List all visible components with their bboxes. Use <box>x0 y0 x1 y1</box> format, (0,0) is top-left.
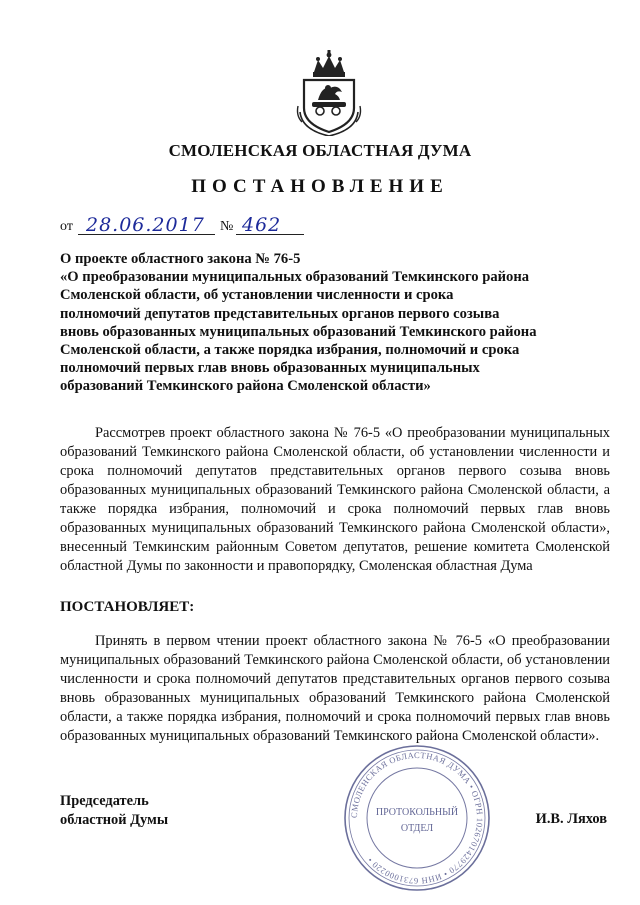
date-from-label: от <box>60 219 73 234</box>
position-line: Председатель <box>60 793 149 809</box>
document-type-heading: ПОСТАНОВЛЕНИЕ <box>191 176 449 197</box>
subject-line: образований Темкинского района Смоленской области» <box>60 378 431 395</box>
stamp-inner-line: ПРОТОКОЛЬНЫЙ <box>375 807 459 818</box>
subject-line: О проекте областного закона № 76-5 <box>60 251 301 267</box>
subject-line: «О преобразовании муниципальных образований Темкинского района <box>60 269 530 286</box>
position-line: областной Думы <box>60 812 169 828</box>
subject-line: Смоленской области, а также порядка избрания, полномочий и срока <box>60 342 520 359</box>
subject-line: полномочий первых глав вновь образованных муниципальных <box>60 360 480 377</box>
handwritten-number: 462 <box>242 214 282 236</box>
number-label: № <box>220 219 234 234</box>
handwritten-date: 28.06.2017 <box>86 214 205 236</box>
signatory-position <box>60 792 168 830</box>
stamp-ring-text: СМОЛЕНСКАЯ ОБЛАСТНАЯ ДУМА • ОГРН 1026701429770 • ИНН 6731000220 • <box>348 749 486 887</box>
subject-line: полномочий депутатов представительных органов первого созыва <box>60 305 500 322</box>
signatory-name: И.В. Ляхов <box>535 811 607 827</box>
resolution-paragraph: Принять в первом чтении проект областного закона № 76-5 «О преобразовании муниципальных образований Темкинского района Смоленской области, об установлении численности и срока полномочий депутатов представительных органов первого созыва вновь образованных муниципальных образований Темкинского района Смоленской области, а также порядка избрания, полномочий и срока полномочий первых глав вновь образованных муниципальных образований Темкинского района Смоленской области». <box>60 633 610 744</box>
subject-line: Смоленской области, об установлении численности и срока <box>60 287 454 304</box>
coat-of-arms-icon <box>292 50 366 136</box>
date-number-line <box>60 212 360 238</box>
subject-heading <box>60 250 540 396</box>
organization-title: СМОЛЕНСКАЯ ОБЛАСТНАЯ ДУМА <box>168 141 472 160</box>
subject-line: вновь образованных муниципальных образований Темкинского района <box>60 323 537 340</box>
stamp-inner-line: ОТДЕЛ <box>400 823 434 834</box>
decides-heading: ПОСТАНОВЛЯЕТ: <box>60 599 195 615</box>
official-stamp <box>342 743 492 893</box>
preamble-paragraph: Рассмотрев проект областного закона № 76-5 «О преобразовании муниципальных образований Темкинского района Смоленской области, об установлении численности и срока полномочий депутатов представительных органов первого созыва вновь образованных муниципальных образований Темкинского района Смоленской области, а также порядка избрания, полномочий и срока полномочий первых глав вновь образованных муниципальных образований Темкинского района Смоленской области», внесенный Темкинским районным Советом депутатов, решение комитета Смоленской областной Думы по законности и правопорядку, Смоленская областная Дума <box>60 425 610 574</box>
